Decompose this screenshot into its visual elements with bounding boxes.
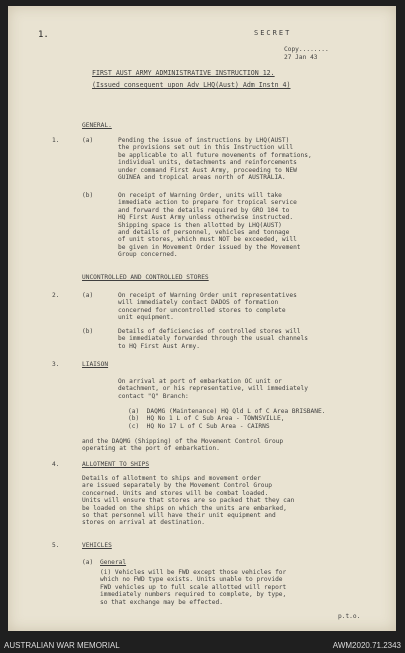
section-1a-label: (a) (82, 137, 94, 144)
section-4-number: 4. (52, 461, 60, 468)
pencil-mark: 1. (38, 30, 49, 40)
section-3-text: On arrival at port of embarkation OC unit or detachment, or his representative, will immediately contact "Q" Branch: (118, 378, 308, 400)
section-3-contact-list: (a) DAQMG (Maintenance) HQ Qld L of C Area BRISBANE. (b) HQ No 1 L of C Sub Area - TOWNSVILLE, (c) HQ No 17 L of C Sub Area - CAIRNS (128, 408, 326, 430)
section-1-heading: GENERAL. (82, 122, 112, 129)
archive-name: AUSTRALIAN WAR MEMORIAL (4, 641, 120, 650)
section-2-heading: UNCONTROLLED AND CONTROLLED STORES (82, 274, 209, 281)
section-1a-text: Pending the issue of instructions by LHQ(AUST) the provisions set out in this Instruction will be applicable to all future movements of formations, individual units, detachments and reinforcements under command First Aust Army, proceeding to NEW GUINEA and tropical areas north of AUSTRALIA. (118, 137, 312, 182)
copy-number: Copy........ (284, 46, 329, 53)
section-5a-label: (a) (82, 559, 94, 566)
section-5-heading: VEHICLES (82, 542, 112, 549)
page-turn-note: p.t.o. (338, 613, 361, 620)
section-3-heading: LIAISON (82, 361, 109, 368)
section-5-text: (i) Vehicles will be FWD except those vehicles for which no FWD type exists. Units unable to provide FWD vehicles up to full scale allotted will report immediately numbers required to complete, by type, so that exchange may be effected. (100, 569, 287, 606)
section-2b-label: (b) (82, 328, 94, 335)
archive-footer (0, 639, 405, 653)
section-2-number: 2. (52, 292, 60, 299)
section-2b-text: Details of deficiencies of controlled stores will be immediately forwarded through the usual channels to HQ First Aust Army. (118, 328, 308, 350)
document-subtitle: (Issued consequent upon Adv LHQ(Aust) Adm Instn 4) (92, 81, 291, 89)
document-title: FIRST AUST ARMY ADMINISTRATIVE INSTRUCTION 12. (92, 69, 275, 77)
section-3-number: 3. (52, 361, 60, 368)
section-1-number: 1. (52, 137, 60, 144)
section-5a-heading: General (100, 559, 127, 566)
accession-number: AWM2020.71.2343 (332, 641, 401, 650)
section-4-heading: ALLOTMENT TO SHIPS (82, 461, 150, 468)
section-5-number: 5. (52, 542, 60, 549)
security-classification: SECRET (254, 29, 292, 37)
section-2a-label: (a) (82, 292, 94, 299)
document-page (8, 6, 396, 631)
section-1b-label: (b) (82, 192, 94, 199)
section-3-after-text: and the DAQMG (Shipping) of the Movement Control Group operating at the port of embarkation. (82, 438, 284, 453)
section-1b-text: On receipt of Warning Order, units will take immediate action to prepare for tropical service and forward the details required by GRO 104 to HQ First Aust Army unless otherwise instructed. Shipping space is then allotted by LHQ(AUST) and details of personnel, vehicles and tonnage of unit stores, which must NOT be exceeded, will be given in Movement Order issued by the Movement Group concerned. (118, 192, 301, 259)
section-4-text: Details of allotment to ships and movement order are issued separately by the Movement Control Group concerned. Units and stores will be combat loaded. Units will ensure that stores are so packed that they can be loaded on the ships on which the units are embarked, so that personnel will have their unit equipment and stores on arrival at destination. (82, 475, 295, 527)
document-date: 27 Jan 43 (284, 54, 318, 61)
section-2a-text: On receipt of Warning Order unit representatives will immediately contact DADOS of formation concerned for uncontrolled stores to complete unit equipment. (118, 292, 297, 322)
